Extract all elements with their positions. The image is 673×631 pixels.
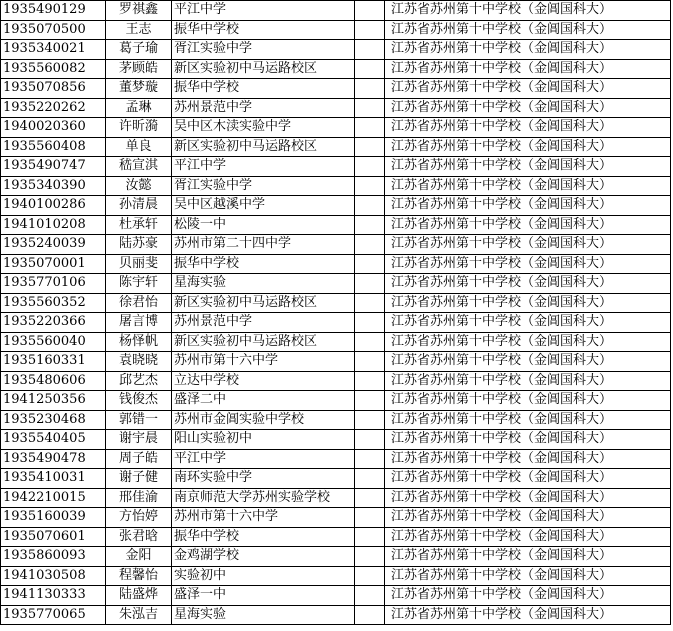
admitted-school-cell: 江苏省苏州第十中学校（金阊国科大） (385, 313, 671, 333)
school-cell: 平江中学 (172, 157, 355, 177)
student-name-cell: 许昕漪 (106, 118, 172, 138)
blank-cell (355, 254, 385, 274)
student-id-cell: 1941250356 (1, 391, 106, 411)
admitted-school-cell: 江苏省苏州第十中学校（金阊国科大） (385, 293, 671, 313)
blank-cell (355, 118, 385, 138)
table-row (1, 98, 671, 118)
student-id-cell: 1941010208 (1, 215, 106, 235)
blank-cell (355, 566, 385, 586)
table-row (1, 40, 671, 60)
student-id-cell: 1935770106 (1, 274, 106, 294)
table-row (1, 293, 671, 313)
blank-cell (355, 371, 385, 391)
school-cell: 新区实验初中马运路校区 (172, 293, 355, 313)
admitted-school-cell: 江苏省苏州第十中学校（金阊国科大） (385, 391, 671, 411)
student-name-cell: 罗祺鑫 (106, 1, 172, 21)
table-row (1, 566, 671, 586)
school-cell: 金鸡湖学校 (172, 547, 355, 567)
admitted-school-cell: 江苏省苏州第十中学校（金阊国科大） (385, 566, 671, 586)
student-name-cell: 董梦璇 (106, 79, 172, 99)
table-row (1, 547, 671, 567)
school-cell: 振华中学校 (172, 79, 355, 99)
student-id-cell: 1935560040 (1, 332, 106, 352)
table-row (1, 176, 671, 196)
admitted-school-cell: 江苏省苏州第十中学校（金阊国科大） (385, 352, 671, 372)
table-row (1, 332, 671, 352)
student-id-cell: 1935540405 (1, 430, 106, 450)
table-row (1, 118, 671, 138)
student-id-cell: 1935070001 (1, 254, 106, 274)
table-row (1, 449, 671, 469)
student-id-cell: 1935480606 (1, 371, 106, 391)
admitted-school-cell: 江苏省苏州第十中学校（金阊国科大） (385, 488, 671, 508)
student-name-cell: 陆苏豪 (106, 235, 172, 255)
blank-cell (355, 332, 385, 352)
admitted-school-cell: 江苏省苏州第十中学校（金阊国科大） (385, 235, 671, 255)
school-cell: 苏州市第二十四中学 (172, 235, 355, 255)
table-row (1, 488, 671, 508)
blank-cell (355, 98, 385, 118)
blank-cell (355, 215, 385, 235)
student-name-cell: 葛子瑜 (106, 40, 172, 60)
table-row (1, 605, 671, 625)
table-row (1, 20, 671, 40)
student-id-cell: 1935340390 (1, 176, 106, 196)
student-name-cell: 方怡婷 (106, 508, 172, 528)
student-id-cell: 1940020360 (1, 118, 106, 138)
admitted-school-cell: 江苏省苏州第十中学校（金阊国科大） (385, 527, 671, 547)
student-id-cell: 1935560352 (1, 293, 106, 313)
table-row (1, 391, 671, 411)
table-row (1, 313, 671, 333)
school-cell: 盛泽一中 (172, 586, 355, 606)
student-name-cell: 孟琳 (106, 98, 172, 118)
blank-cell (355, 79, 385, 99)
student-id-cell: 1940100286 (1, 196, 106, 216)
admitted-school-cell: 江苏省苏州第十中学校（金阊国科大） (385, 1, 671, 21)
admitted-school-cell: 江苏省苏州第十中学校（金阊国科大） (385, 157, 671, 177)
school-cell: 新区实验初中马运路校区 (172, 332, 355, 352)
admitted-school-cell: 江苏省苏州第十中学校（金阊国科大） (385, 547, 671, 567)
school-cell: 星海实验 (172, 274, 355, 294)
school-cell: 苏州市第十六中学 (172, 352, 355, 372)
student-id-cell: 1935240039 (1, 235, 106, 255)
student-id-cell: 1941030508 (1, 566, 106, 586)
student-id-cell: 1935860093 (1, 547, 106, 567)
school-cell: 苏州景范中学 (172, 98, 355, 118)
student-name-cell: 谢子健 (106, 469, 172, 489)
blank-cell (355, 176, 385, 196)
school-cell: 振华中学校 (172, 20, 355, 40)
student-id-cell: 1935160039 (1, 508, 106, 528)
student-id-cell: 1935160331 (1, 352, 106, 372)
blank-cell (355, 293, 385, 313)
student-name-cell: 徐君怡 (106, 293, 172, 313)
table-row (1, 508, 671, 528)
table-row (1, 215, 671, 235)
admitted-school-cell: 江苏省苏州第十中学校（金阊国科大） (385, 508, 671, 528)
student-name-cell: 贝丽斐 (106, 254, 172, 274)
school-cell: 盛泽二中 (172, 391, 355, 411)
student-name-cell: 杜承轩 (106, 215, 172, 235)
table-row (1, 137, 671, 157)
student-id-cell: 1935070601 (1, 527, 106, 547)
school-cell: 吴中区木渎实验中学 (172, 118, 355, 138)
blank-cell (355, 488, 385, 508)
admitted-school-cell: 江苏省苏州第十中学校（金阊国科大） (385, 410, 671, 430)
blank-cell (355, 469, 385, 489)
student-name-cell: 陆盛烨 (106, 586, 172, 606)
student-name-cell: 茅顾皓 (106, 59, 172, 79)
student-id-cell: 1935220262 (1, 98, 106, 118)
blank-cell (355, 1, 385, 21)
student-id-cell: 1935220366 (1, 313, 106, 333)
student-id-cell: 1935490747 (1, 157, 106, 177)
table-row (1, 352, 671, 372)
table-row (1, 235, 671, 255)
admitted-school-cell: 江苏省苏州第十中学校（金阊国科大） (385, 20, 671, 40)
table-row (1, 79, 671, 99)
blank-cell (355, 449, 385, 469)
table-row (1, 430, 671, 450)
school-cell: 南环实验中学 (172, 469, 355, 489)
admitted-school-cell: 江苏省苏州第十中学校（金阊国科大） (385, 449, 671, 469)
student-name-cell: 杨怿帆 (106, 332, 172, 352)
blank-cell (355, 391, 385, 411)
table-row (1, 274, 671, 294)
blank-cell (355, 527, 385, 547)
school-cell: 胥江实验中学 (172, 176, 355, 196)
blank-cell (355, 430, 385, 450)
student-name-cell: 张君晗 (106, 527, 172, 547)
blank-cell (355, 20, 385, 40)
table-row (1, 59, 671, 79)
student-name-cell: 孙清晨 (106, 196, 172, 216)
table-row (1, 157, 671, 177)
admitted-school-cell: 江苏省苏州第十中学校（金阊国科大） (385, 196, 671, 216)
student-name-cell: 谢宇晨 (106, 430, 172, 450)
school-cell: 吴中区越溪中学 (172, 196, 355, 216)
admitted-school-cell: 江苏省苏州第十中学校（金阊国科大） (385, 176, 671, 196)
student-name-cell: 郭错一 (106, 410, 172, 430)
table-row (1, 196, 671, 216)
student-id-cell: 1942210015 (1, 488, 106, 508)
blank-cell (355, 274, 385, 294)
student-id-cell: 1935490129 (1, 1, 106, 21)
student-name-cell: 程馨怡 (106, 566, 172, 586)
school-cell: 南京师范大学苏州实验学校 (172, 488, 355, 508)
blank-cell (355, 586, 385, 606)
student-name-cell: 陈宇轩 (106, 274, 172, 294)
student-id-cell: 1935340021 (1, 40, 106, 60)
blank-cell (355, 59, 385, 79)
blank-cell (355, 508, 385, 528)
student-id-cell: 1935410031 (1, 469, 106, 489)
admitted-school-cell: 江苏省苏州第十中学校（金阊国科大） (385, 254, 671, 274)
blank-cell (355, 605, 385, 625)
admitted-school-cell: 江苏省苏州第十中学校（金阊国科大） (385, 215, 671, 235)
school-cell: 苏州市金阊实验中学校 (172, 410, 355, 430)
school-cell: 实验初中 (172, 566, 355, 586)
admitted-school-cell: 江苏省苏州第十中学校（金阊国科大） (385, 40, 671, 60)
admitted-school-cell: 江苏省苏州第十中学校（金阊国科大） (385, 59, 671, 79)
student-name-cell: 王志 (106, 20, 172, 40)
student-name-cell: 金阳 (106, 547, 172, 567)
table-row (1, 410, 671, 430)
admitted-school-cell: 江苏省苏州第十中学校（金阊国科大） (385, 469, 671, 489)
table-row (1, 469, 671, 489)
blank-cell (355, 313, 385, 333)
admitted-school-cell: 江苏省苏州第十中学校（金阊国科大） (385, 586, 671, 606)
admitted-school-cell: 江苏省苏州第十中学校（金阊国科大） (385, 137, 671, 157)
student-id-cell: 1935770065 (1, 605, 106, 625)
admitted-school-cell: 江苏省苏州第十中学校（金阊国科大） (385, 430, 671, 450)
student-id-cell: 1935490478 (1, 449, 106, 469)
admitted-school-cell: 江苏省苏州第十中学校（金阊国科大） (385, 79, 671, 99)
blank-cell (355, 196, 385, 216)
blank-cell (355, 157, 385, 177)
table-row (1, 527, 671, 547)
table-row (1, 586, 671, 606)
school-cell: 苏州景范中学 (172, 313, 355, 333)
student-name-cell: 汝懿 (106, 176, 172, 196)
student-name-cell: 朱泓吉 (106, 605, 172, 625)
student-name-cell: 屠言博 (106, 313, 172, 333)
student-name-cell: 邱艺杰 (106, 371, 172, 391)
school-cell: 星海实验 (172, 605, 355, 625)
admitted-school-cell: 江苏省苏州第十中学校（金阊国科大） (385, 274, 671, 294)
table-row (1, 1, 671, 21)
blank-cell (355, 137, 385, 157)
student-name-cell: 袁晓晓 (106, 352, 172, 372)
school-cell: 振华中学校 (172, 254, 355, 274)
student-name-cell: 钱俊杰 (106, 391, 172, 411)
school-cell: 立达中学校 (172, 371, 355, 391)
school-cell: 新区实验初中马运路校区 (172, 137, 355, 157)
student-id-cell: 1941130333 (1, 586, 106, 606)
table-row (1, 371, 671, 391)
blank-cell (355, 235, 385, 255)
student-name-cell: 周子皓 (106, 449, 172, 469)
student-name-cell: 嵇宣淇 (106, 157, 172, 177)
student-id-cell: 1935070500 (1, 20, 106, 40)
admitted-school-cell: 江苏省苏州第十中学校（金阊国科大） (385, 371, 671, 391)
table-row (1, 254, 671, 274)
student-name-cell: 邢佳渝 (106, 488, 172, 508)
blank-cell (355, 352, 385, 372)
school-cell: 平江中学 (172, 449, 355, 469)
student-id-cell: 1935070856 (1, 79, 106, 99)
student-name-cell: 单良 (106, 137, 172, 157)
admitted-school-cell: 江苏省苏州第十中学校（金阊国科大） (385, 118, 671, 138)
school-cell: 阳山实验初中 (172, 430, 355, 450)
blank-cell (355, 410, 385, 430)
admitted-school-cell: 江苏省苏州第十中学校（金阊国科大） (385, 98, 671, 118)
school-cell: 新区实验初中马运路校区 (172, 59, 355, 79)
blank-cell (355, 547, 385, 567)
school-cell: 振华中学校 (172, 527, 355, 547)
school-cell: 胥江实验中学 (172, 40, 355, 60)
student-id-cell: 1935560082 (1, 59, 106, 79)
student-id-cell: 1935230468 (1, 410, 106, 430)
table-body (1, 1, 671, 625)
student-id-cell: 1935560408 (1, 137, 106, 157)
admitted-school-cell: 江苏省苏州第十中学校（金阊国科大） (385, 605, 671, 625)
school-cell: 苏州市第十六中学 (172, 508, 355, 528)
school-cell: 平江中学 (172, 1, 355, 21)
blank-cell (355, 40, 385, 60)
admitted-school-cell: 江苏省苏州第十中学校（金阊国科大） (385, 332, 671, 352)
school-cell: 松陵一中 (172, 215, 355, 235)
